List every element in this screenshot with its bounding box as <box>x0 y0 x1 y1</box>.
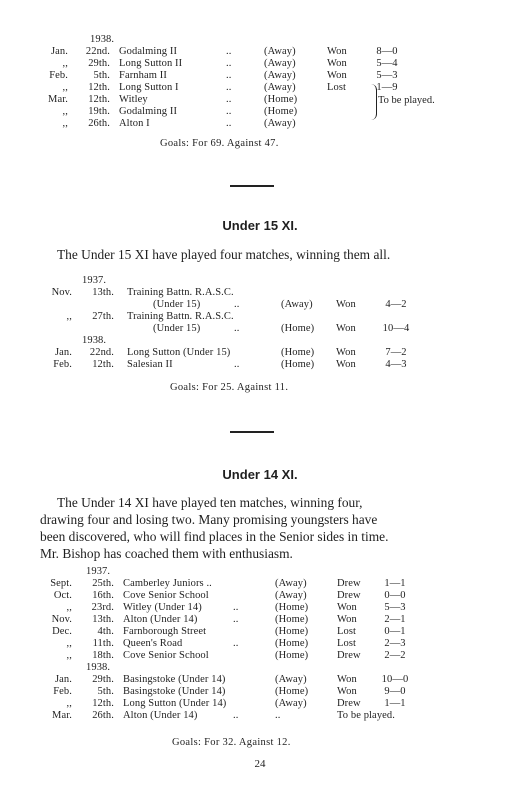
fixture-day: 26th. <box>92 710 114 721</box>
fixture-row <box>36 46 398 58</box>
fixture-row <box>40 287 234 299</box>
fixture-result: Lost <box>337 638 357 649</box>
fixture-row <box>36 94 298 106</box>
fixture-row <box>40 686 406 698</box>
fixture-venue: (Home) <box>275 686 309 697</box>
fixture-venue: (Away) <box>275 578 307 589</box>
fixture-month: Feb. <box>49 70 68 81</box>
fixture-leader-dots: .. <box>226 58 232 69</box>
fixture-month: Jan. <box>54 674 72 685</box>
fixture-leader-dots: .. <box>233 710 239 721</box>
fixture-month: ,, <box>66 650 72 661</box>
fixture-opponent: Long Sutton (Under 15) <box>127 347 231 358</box>
fixture-opponent: Long Sutton I <box>119 82 179 93</box>
fixture-score: 1—9 <box>376 82 398 93</box>
fixture-day: 12th. <box>88 94 110 105</box>
fixture-row <box>40 311 234 323</box>
under14-fixtures <box>40 566 409 722</box>
fixture-score: 5—4 <box>376 58 398 69</box>
fixture-score: 1—1 <box>384 698 406 709</box>
fixture-leader-dots: .. <box>233 638 239 649</box>
under15-heading: Under 15 XI. <box>222 218 298 233</box>
fixture-opponent: Basingstoke (Under 14) <box>123 686 226 697</box>
fixture-opponent: Cove Senior School <box>123 650 209 661</box>
fixture-result: Won <box>336 359 356 370</box>
fixture-score: 4—3 <box>385 359 407 370</box>
fixture-row <box>36 70 398 82</box>
fixture-opponent: Long Sutton (Under 14) <box>123 698 227 709</box>
year-label: 1938. <box>82 335 107 346</box>
fixture-row <box>40 650 406 662</box>
fixture-result: Drew <box>337 578 361 589</box>
fixture-day: 29th. <box>92 674 114 685</box>
year-label: 1938. <box>86 662 111 673</box>
fixture-result: Won <box>337 614 357 625</box>
fixture-score: 8—0 <box>376 46 398 57</box>
fixture-result: Won <box>337 602 357 613</box>
senior-fixtures <box>36 34 398 130</box>
fixture-opponent: Alton (Under 14) <box>123 710 198 721</box>
fixture-month: Dec. <box>52 626 72 637</box>
fixture-row <box>36 118 296 130</box>
fixture-score: 2—3 <box>384 638 406 649</box>
fixture-score: 4—2 <box>385 299 407 310</box>
fixture-row <box>40 590 406 602</box>
fixture-result: Won <box>336 323 356 334</box>
fixture-leader-dots: .. <box>226 106 232 117</box>
fixture-result: Won <box>337 674 357 685</box>
fixture-venue: (Away) <box>264 70 296 81</box>
fixture-leader-dots: .. <box>226 46 232 57</box>
fixture-month: ,, <box>66 602 72 613</box>
fixture-venue: (Home) <box>275 638 309 649</box>
fixture-opponent: Alton I <box>119 118 150 129</box>
paragraph-line: drawing four and losing two. Many promising youngsters have <box>40 512 378 527</box>
year-label: 1938. <box>90 34 115 45</box>
fixture-rows <box>36 46 398 130</box>
fixture-leader-dots: .. <box>233 614 239 625</box>
fixture-day: 5th. <box>97 686 114 697</box>
fixture-day: 12th. <box>88 82 110 93</box>
fixture-month: ,, <box>62 106 68 117</box>
senior-goals: Goals: For 69. Against 47. <box>160 138 279 149</box>
fixture-venue: (Away) <box>264 46 296 57</box>
fixture-row-continuation <box>40 299 407 311</box>
fixture-result: Lost <box>327 82 347 93</box>
fixture-opponent: Basingstoke (Under 14) <box>123 674 226 685</box>
fixture-day: 26th. <box>88 118 110 129</box>
fixture-day: 13th. <box>92 287 114 298</box>
fixture-day: 13th. <box>92 614 114 625</box>
fixture-opponent: Queen's Road <box>123 638 183 649</box>
under15-fixtures <box>40 275 410 371</box>
fixture-opponent: Farnborough Street <box>123 626 207 637</box>
fixture-month: Mar. <box>48 94 68 105</box>
under14-goals: Goals: For 32. Against 12. <box>172 737 291 748</box>
fixture-row-continuation <box>40 323 410 335</box>
fixture-venue: (Home) <box>275 602 309 613</box>
fixture-row <box>40 578 406 590</box>
fixture-leader-dots: .. <box>226 82 232 93</box>
under15-summary: The Under 15 XI have played four matches, winning them all. <box>57 247 391 262</box>
fixture-result: To be played. <box>337 710 396 721</box>
fixture-venue: (Home) <box>264 106 298 117</box>
page-number: 24 <box>254 758 266 770</box>
fixture-score: 5—3 <box>384 602 406 613</box>
under14-heading: Under 14 XI. <box>222 467 298 482</box>
fixture-month: Nov. <box>51 614 72 625</box>
fixture-day: 23rd. <box>91 602 114 613</box>
fixture-month: ,, <box>62 82 68 93</box>
paragraph-line: The Under 14 XI have played ten matches, winning four, <box>57 495 363 510</box>
fixture-result: Won <box>337 686 357 697</box>
fixture-leader-dots: .. <box>234 299 240 310</box>
fixture-day: 22nd. <box>89 347 114 358</box>
fixture-month: Oct. <box>53 590 72 601</box>
divider <box>230 185 274 187</box>
fixture-venue: (Home) <box>281 359 315 370</box>
fixture-opponent-line2: (Under 15) <box>153 299 201 310</box>
fixture-opponent: Witley (Under 14) <box>123 602 202 613</box>
fixture-venue: (Home) <box>281 347 315 358</box>
fixture-venue: .. <box>275 710 281 721</box>
fixture-month: Feb. <box>53 686 72 697</box>
fixture-result: Won <box>327 58 347 69</box>
fixture-month: Mar. <box>52 710 72 721</box>
fixture-venue: (Home) <box>264 94 298 105</box>
fixture-opponent: Godalming II <box>119 46 178 57</box>
fixture-score: 10—4 <box>382 323 410 334</box>
fixture-score: 0—1 <box>384 626 406 637</box>
fixture-venue: (Away) <box>275 674 307 685</box>
fixture-month: ,, <box>66 311 72 322</box>
fixture-month: Jan. <box>54 347 72 358</box>
fixture-result: Won <box>336 299 356 310</box>
fixture-row <box>40 698 406 710</box>
fixture-day: 27th. <box>92 311 114 322</box>
fixture-score: 5—3 <box>376 70 398 81</box>
fixture-row <box>40 674 409 686</box>
fixture-venue: (Home) <box>275 614 309 625</box>
fixture-opponent: Alton (Under 14) <box>123 614 198 625</box>
fixture-row <box>40 347 407 359</box>
fixture-month: Nov. <box>51 287 72 298</box>
fixture-day: 12th. <box>92 698 114 709</box>
to-be-played-brace <box>370 84 377 120</box>
fixture-month: Sept. <box>50 578 72 589</box>
fixture-day: 16th. <box>92 590 114 601</box>
fixture-venue: (Away) <box>275 590 307 601</box>
fixture-month: ,, <box>66 638 72 649</box>
fixture-opponent: Godalming II <box>119 106 178 117</box>
fixture-row <box>36 82 398 94</box>
fixture-leader-dots: .. <box>233 602 239 613</box>
fixture-opponent: Salesian II <box>127 359 173 370</box>
paragraph-line: been discovered, who will find places in the Senior sides in time. <box>40 529 389 544</box>
fixture-opponent: Training Battn. R.A.S.C. <box>127 287 234 298</box>
fixture-row <box>40 602 406 614</box>
fixture-venue: (Away) <box>281 299 313 310</box>
fixture-result: Lost <box>337 626 357 637</box>
fixture-row <box>36 58 398 70</box>
year-label: 1937. <box>82 275 107 286</box>
fixture-row <box>40 638 406 650</box>
fixture-score: 1—1 <box>384 578 406 589</box>
to-be-played-note: To be played. <box>378 95 435 106</box>
fixture-score: 7—2 <box>385 347 407 358</box>
fixture-result: Won <box>327 70 347 81</box>
fixture-venue: (Away) <box>275 698 307 709</box>
fixture-day: 12th. <box>92 359 114 370</box>
under14-paragraph <box>40 494 480 562</box>
under15-goals: Goals: For 25. Against 11. <box>170 382 289 393</box>
fixture-venue: (Away) <box>264 118 296 129</box>
fixture-day: 25th. <box>92 578 114 589</box>
fixture-venue: (Away) <box>264 82 296 93</box>
fixture-opponent: Witley <box>119 94 148 105</box>
fixture-row <box>40 626 406 638</box>
fixture-row <box>40 710 396 722</box>
fixture-month: Jan. <box>50 46 68 57</box>
fixture-day: 4th. <box>97 626 114 637</box>
fixture-month: ,, <box>66 698 72 709</box>
fixture-opponent-line2: (Under 15) <box>153 323 201 334</box>
fixture-venue: (Away) <box>264 58 296 69</box>
fixture-opponent: Camberley Juniors .. <box>123 578 212 589</box>
fixture-result: Drew <box>337 650 361 661</box>
fixture-venue: (Home) <box>275 626 309 637</box>
fixture-score: 2—1 <box>384 614 406 625</box>
fixture-score: 0—0 <box>384 590 406 601</box>
fixture-score: 2—2 <box>384 650 406 661</box>
fixture-rows <box>40 287 410 335</box>
fixture-rows <box>40 578 406 662</box>
fixture-opponent: Farnham II <box>119 70 167 81</box>
fixture-day: 11th. <box>92 638 114 649</box>
year-label: 1937. <box>86 566 111 577</box>
fixture-day: 19th. <box>88 106 110 117</box>
fixture-score: 10—0 <box>381 674 409 685</box>
fixture-leader-dots: .. <box>226 94 232 105</box>
fixture-leader-dots: .. <box>226 118 232 129</box>
fixture-leader-dots: .. <box>234 323 240 334</box>
fixture-opponent: Training Battn. R.A.S.C. <box>127 311 234 322</box>
fixture-month: ,, <box>62 118 68 129</box>
fixture-month: ,, <box>62 58 68 69</box>
fixture-row <box>40 359 407 371</box>
fixture-day: 18th. <box>92 650 114 661</box>
fixture-result: Won <box>336 347 356 358</box>
fixture-score: 9—0 <box>384 686 406 697</box>
fixture-day: 5th. <box>93 70 110 81</box>
fixture-row <box>36 106 298 118</box>
fixture-day: 22nd. <box>85 46 110 57</box>
fixture-opponent: Long Sutton II <box>119 58 183 69</box>
fixture-opponent: Cove Senior School <box>123 590 209 601</box>
paragraph-line: Mr. Bishop has coached them with enthusiasm. <box>40 546 293 561</box>
fixture-result: Drew <box>337 698 361 709</box>
fixture-result: Drew <box>337 590 361 601</box>
fixture-day: 29th. <box>88 58 110 69</box>
fixture-leader-dots: .. <box>226 70 232 81</box>
fixture-venue: (Home) <box>275 650 309 661</box>
fixture-leader-dots: .. <box>234 359 240 370</box>
divider <box>230 431 274 433</box>
fixture-result: Won <box>327 46 347 57</box>
fixture-month: Feb. <box>53 359 72 370</box>
fixture-rows <box>40 674 409 722</box>
fixture-venue: (Home) <box>281 323 315 334</box>
fixture-row <box>40 614 406 626</box>
fixture-rows <box>40 347 407 371</box>
